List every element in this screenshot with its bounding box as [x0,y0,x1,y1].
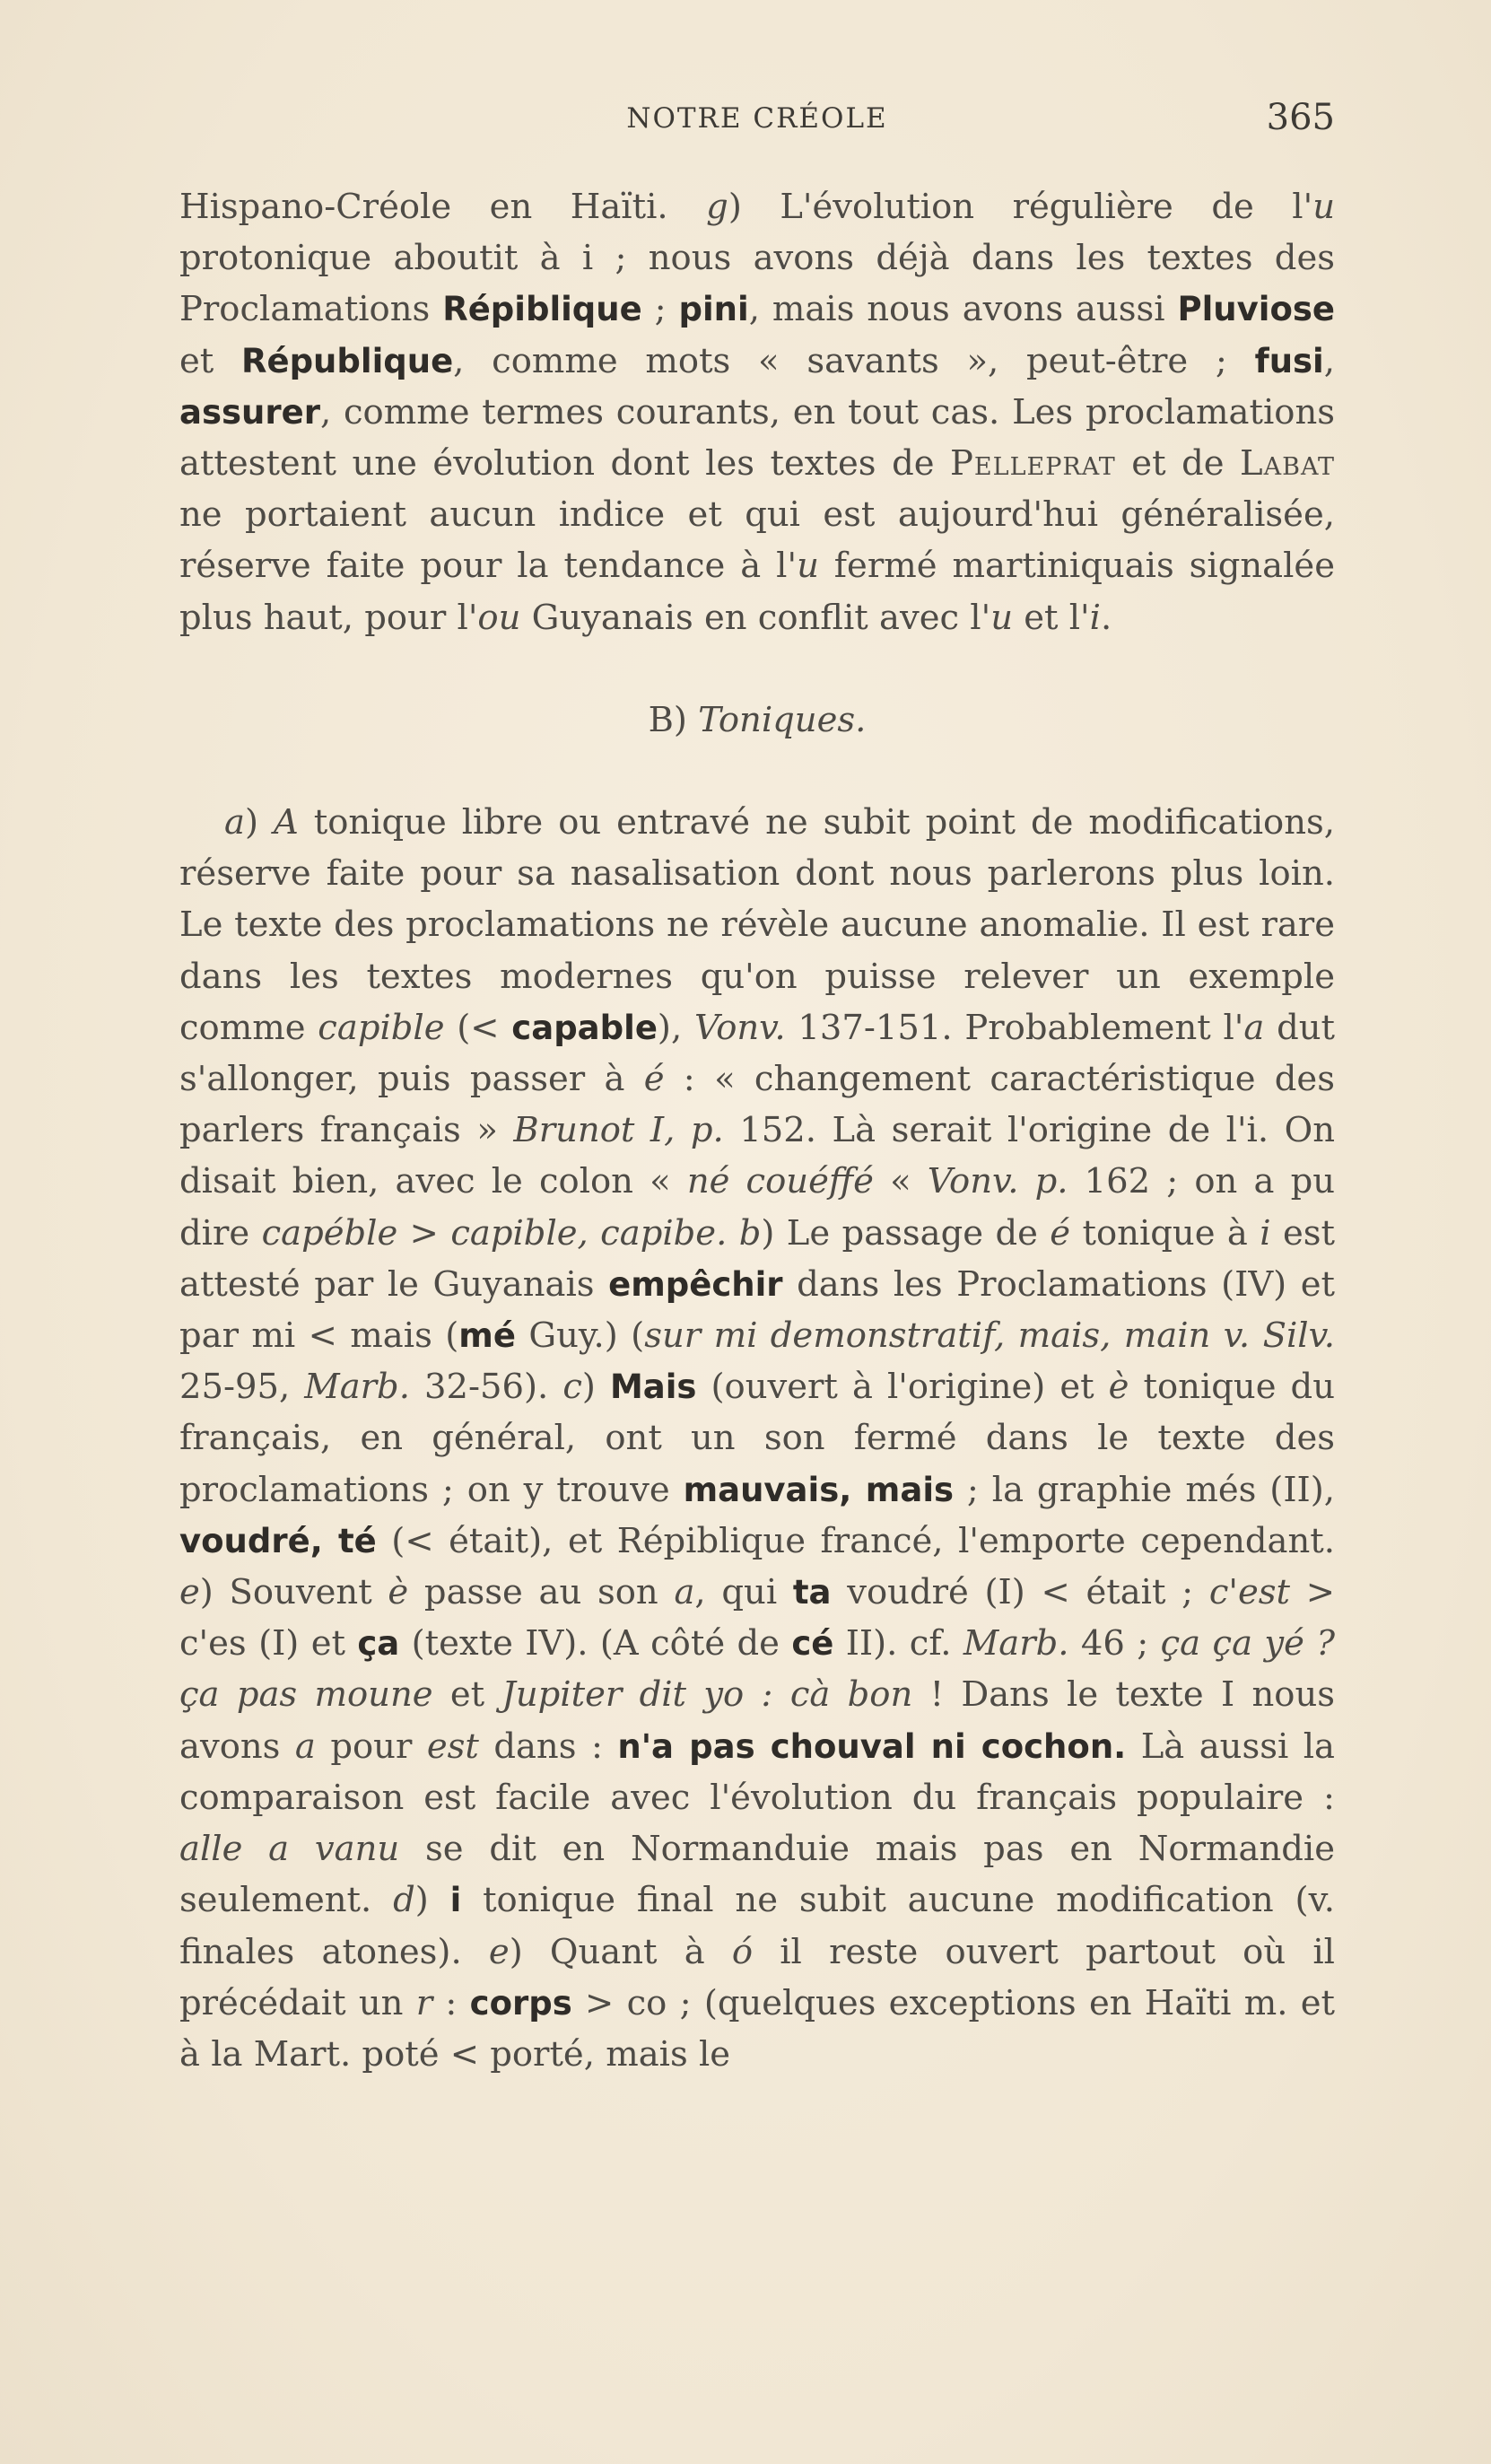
paragraph-stressed-vowels [179,797,1335,2080]
page-body [179,181,1335,2080]
bold-term: ta [792,1573,832,1612]
text-run: ne portaient aucun indice et qui est aujourd'hui généralisée, réserve faite pour la tendance à l' [179,494,1335,587]
example-phrase: alle a vanu [179,1829,400,1870]
text-run: et de [1115,443,1241,485]
running-title: NOTRE CRÉOLE [626,102,888,135]
author-name: Labat [1240,443,1335,485]
bold-term: i [449,1881,462,1920]
section-heading [179,695,1335,746]
text-run: , comme mots « savants », peut-être ; [453,340,1255,381]
bold-term: pini [678,290,749,329]
text-run: 32-56). [409,1367,563,1408]
vowel-citation: u [1312,187,1335,227]
reference: Brunot I, p. [513,1110,724,1151]
item-letter: e [179,1572,200,1613]
section-title: Toniques. [698,699,867,740]
bold-term: République [240,341,454,380]
text-run: (texte IV). (A côté de [399,1623,792,1665]
author-name: Pelleprat [950,443,1116,485]
text-run: ), [657,1007,694,1048]
vowel-citation: a [1243,1007,1265,1048]
text-run: ) [414,1880,450,1921]
page-header [179,97,1335,151]
bold-term: ça [357,1624,400,1664]
text-run: , [1323,340,1335,381]
text-run: et l' [1012,597,1090,638]
text-run: Guy.) ( [515,1315,645,1357]
vowel-citation: é [643,1059,665,1100]
text-run: « [873,1161,928,1202]
reference: Marb. [304,1367,410,1408]
vowel-citation: ó [731,1931,754,1972]
text-run: > c'es (I) et [179,1572,1335,1665]
text-run: , comme termes courants, en tout cas. Les proclamations attestent une évolution dont les textes de [179,391,1335,485]
bold-term: capable [511,1008,658,1047]
text-run: Guyanais en conflit avec l' [520,597,991,638]
reference: Vonv. [693,1007,786,1048]
text-run: ) L'évolution régulière de l' [728,187,1313,227]
text-run: ) [244,802,274,843]
item-letter: d [393,1880,415,1921]
bold-term: fusi [1254,341,1324,380]
item-letter: g [706,187,728,227]
text-run: ; la graphie més (II), [954,1469,1335,1510]
bold-term: assurer [179,392,320,432]
item-letter: a [224,802,245,843]
text-run: passe au son [408,1572,675,1613]
bold-term: Pluviose [1177,290,1335,329]
text-run: ) Souvent [199,1572,388,1613]
text-run: , qui [694,1572,793,1613]
example-phrase: ça ça yé ? ça pas moune [179,1623,1335,1716]
text-run: ; [641,289,679,330]
item-letter: c [562,1367,582,1408]
text-run: et [179,340,241,381]
example-word: capible [318,1007,445,1048]
vowel-citation: r [415,1982,433,2023]
text-run: : « changement caractéristique des parlers français » [179,1059,1335,1151]
text-run: 137-151. Probablement l' [785,1007,1244,1048]
text-run: tonique du français, en général, ont un son fermé dans le texte des proclamations ; on y trouve [179,1367,1335,1510]
text-run: Là aussi la comparaison est facile avec l'évolution du français populaire : [179,1726,1336,1818]
example-word: est [426,1726,479,1767]
text-run: tonique libre ou entravé ne subit point de modifications, réserve faite pour sa nasalisation dont nous parlerons plus loin. Le texte des proclamations ne révèle aucune anomalie. Il est rare dans les textes modernes qu'on puisse relever un exemple comme [179,802,1336,1048]
bold-term: mauvais, mais [683,1470,955,1509]
vowel-citation: é [1050,1212,1071,1254]
text-run: 152. Là serait l'origine de l'i. On disait bien, avec le colon « [179,1110,1335,1202]
text-run: : [432,1982,470,2023]
vowel-citation: a [674,1572,695,1613]
bold-term: voudré, té [179,1521,377,1560]
bold-term: cé [791,1624,834,1664]
text-run: dut s'allonger, puis passer à [179,1007,1335,1100]
text-run: dans : [478,1726,618,1767]
text-run: tonique final ne subit aucune modification (v. finales atones). [179,1880,1335,1972]
text-run: , mais nous avons aussi [748,289,1178,330]
text-run: et [432,1674,502,1716]
vowel-citation: A [273,802,299,843]
bold-term: mé [458,1316,516,1356]
bold-term: n'a pas chouval ni cochon. [617,1726,1127,1766]
vowel-citation: a [294,1726,316,1767]
text-run: tonique à [1070,1212,1260,1254]
example-phrase: Jupiter dit yo : cà bon [501,1674,913,1716]
vowel-citation: i [1089,597,1101,638]
text-run: 25-95, [179,1367,305,1408]
text-run: ) [581,1367,610,1408]
bold-term: Répiblique [442,290,642,329]
text-run: 162 ; on a pu dire [179,1161,1336,1254]
example-word: capéble > capible, capibe. b [261,1212,762,1254]
text-run: se dit en Normanduie mais pas en Normandie seulement. [179,1829,1335,1921]
bold-term: corps [469,1983,572,2023]
text-run: fermé martiniquais signalée plus haut, pour l' [179,546,1335,638]
text-run: ! Dans le texte I nous avons [179,1674,1335,1767]
vowel-citation: è [388,1572,409,1613]
vowel-citation: ou [477,597,521,638]
text-run: (ouvert à l'origine) et [696,1367,1109,1408]
vowel-citation: u [797,546,819,587]
text-run: protonique aboutit à i ; nous avons déjà dans les textes des Proclamations [179,238,1335,330]
reference: Marb. [963,1623,1069,1665]
vowel-citation: i [1260,1212,1271,1254]
reference: sur mi demonstratif, mais, main v. Silv. [644,1315,1335,1357]
section-label: B) [648,699,699,740]
reference: Vonv. p. [927,1161,1068,1202]
text-run: dans les Proclamations (IV) et par mi < mais ( [179,1263,1335,1357]
vowel-citation: u [990,597,1013,638]
bold-term: empêchir [608,1264,783,1304]
text-run: (< [444,1007,512,1048]
text-run: 46 ; [1068,1623,1161,1665]
page-number: 365 [1266,97,1335,138]
paragraph-unstressed-u [179,181,1335,643]
text-run: > co ; (quelques exceptions en Haïti m. et à la Mart. poté < porté, mais le [179,1982,1335,2075]
text-run: ) Le passage de [761,1212,1051,1254]
text-run: ) Quant à [509,1931,732,1972]
text-run: II). cf. [833,1623,963,1665]
bold-term: Mais [609,1367,697,1407]
text-run: voudré (I) < était ; [831,1572,1209,1613]
vowel-citation: è [1108,1367,1129,1408]
text-run: Hispano-Créole en Haïti. [179,187,707,227]
text-run: (< était), et Répiblique francé, l'emporte cependant. [376,1520,1335,1561]
example-word: c'est [1208,1572,1291,1613]
text-run: il reste ouvert partout où il précédait un [179,1931,1335,2023]
text-run: . [1100,597,1112,638]
text-run: pour [315,1726,427,1767]
example-word: né couéffé [686,1161,874,1202]
item-letter: e [488,1931,510,1972]
text-run: est attesté par le Guyanais [179,1212,1335,1305]
